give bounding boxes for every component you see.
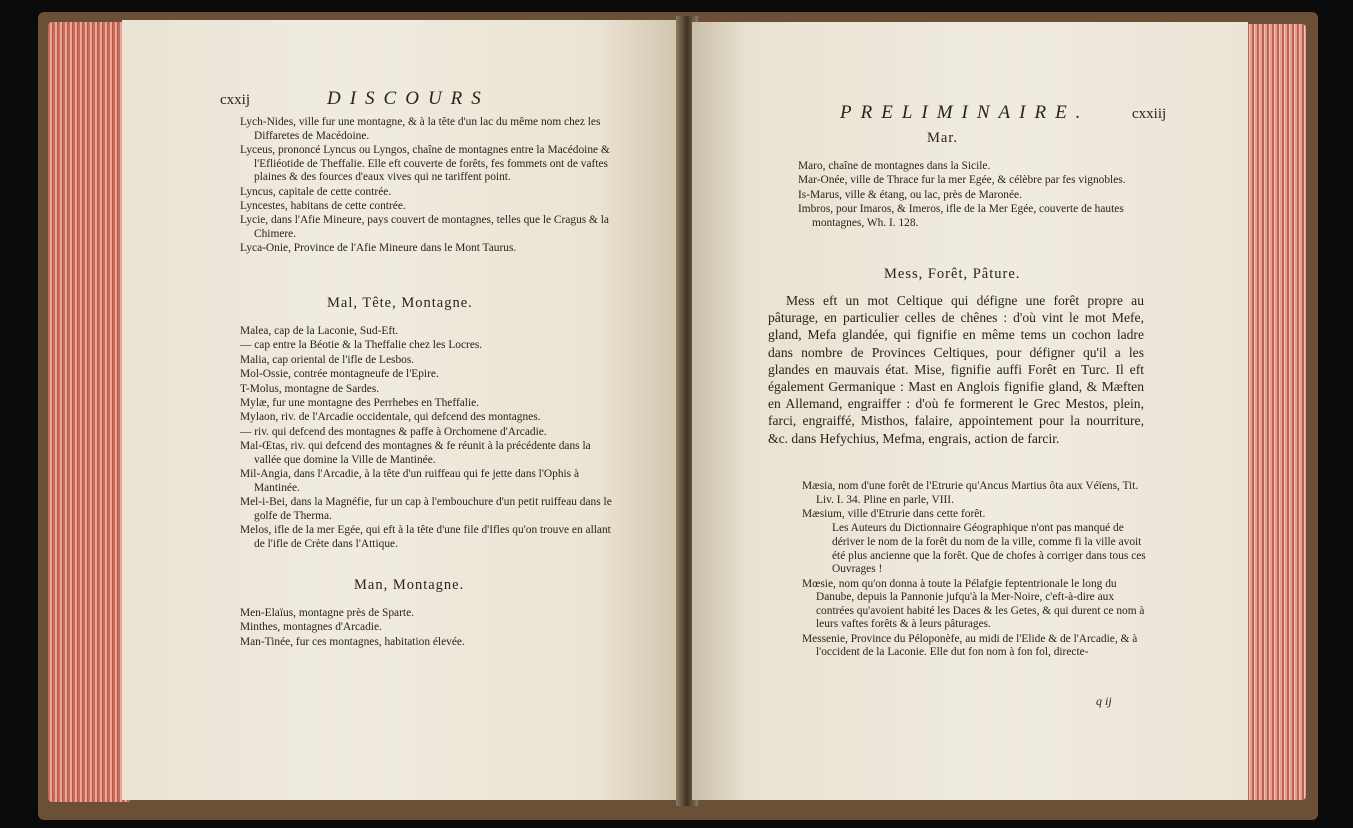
entry: — riv. qui defcend des montagnes & paffe à Orchomene d'Arcadie. bbox=[240, 425, 547, 438]
entry: Mel-i-Bei, dans la Magnéfie, fur un cap à l'embouchure d'un petit ruiffeau dans le golfe de Therma. bbox=[240, 496, 612, 522]
left-entries-man bbox=[240, 607, 620, 650]
entry: Malia, cap oriental de l'ifle de Lesbos. bbox=[240, 353, 415, 366]
note-auteurs: Les Auteurs du Dictionnaire Géographique n'ont pas manqué de dériver le nom de la forêt du nom de la ville, comme fi la ville avoit été plus ancienne que la forêt. Que de chofes à corriger dans tous ces Ouvrages ! bbox=[832, 522, 1146, 576]
left-page-number: cxxij bbox=[220, 92, 250, 108]
right-page-edges bbox=[1240, 24, 1306, 800]
paragraph-text: Mess eft un mot Celtique qui défigne une forêt propre au pâturage, en particulier celles de chênes : d'où vint le mot Mefe, gland, Mefa glandée, qui fignifie en même tems un cochon ladre dans nombre de Provinces Celtiques, pour défigner qu'il a les glandes en mauvais état. Mise, fignifie auffi Forêt en Turc. Il eft également Germanique : Mast en Anglois fignifie gland, & Mæften en Allemand, engraiffer : d'où fe formerent le Grec Mestos, plein, farci, engraiffé, Misthos, falaire, appointement pour la nourriture, &c. dans Hefychius, Mefma, engrais, action de farcir. bbox=[768, 293, 1144, 446]
entry: Imbros, pour Imaros, & Imeros, ifle de la Mer Egée, couverte de hautes montagnes, Wh. I. 128. bbox=[798, 203, 1124, 229]
right-page-number: cxxiij bbox=[1132, 106, 1167, 122]
entry: Maro, chaîne de montagnes dans la Sicile. bbox=[798, 160, 991, 172]
entry: Lych-Nides, ville fur une montagne, & à la tête d'un lac du même nom chez les Diffaretes de Macédoine. bbox=[240, 116, 601, 142]
entry: T-Molus, montagne de Sardes. bbox=[240, 382, 380, 395]
entry: — cap entre la Béotie & la Theffalie chez les Locres. bbox=[240, 339, 483, 352]
left-entries-mal bbox=[240, 325, 620, 552]
entry: Malea, cap de la Laconie, Sud-Eft. bbox=[240, 325, 399, 337]
signature-mark: q ij bbox=[1096, 694, 1112, 708]
entry: Lyca-Onie, Province de l'Afie Mineure dans le Mont Taurus. bbox=[240, 242, 517, 255]
entry: Mol-Ossie, contrée montagneufe de l'Epire. bbox=[240, 368, 439, 381]
entry: Mylaon, riv. de l'Arcadie occidentale, qui defcend des montagnes. bbox=[240, 411, 541, 424]
paragraph-mess bbox=[768, 292, 1144, 447]
entry: Lyncestes, habitans de cette contrée. bbox=[240, 199, 406, 212]
entry: Mæsium, ville d'Etrurie dans cette forêt. bbox=[802, 507, 986, 520]
entry: Mœsie, nom qu'on donna à toute la Pélafgie feptentrionale le long du Danube, depuis la Pannonie jufqu'à la Mer-Noire, c'eft-à-dire aux contrées qu'avoient habité les Daces & les Getes, & qui durent ce nom à leurs vaftes forêts & à leurs pâturages. bbox=[802, 577, 1145, 631]
right-entries-mess bbox=[802, 480, 1148, 661]
left-page-edges bbox=[48, 22, 130, 802]
left-page bbox=[122, 20, 682, 800]
entry: Mylæ, fur une montagne des Perrhebes en Theffalie. bbox=[240, 396, 480, 409]
right-running-title: PRELIMINAIRE. bbox=[840, 102, 1090, 123]
entry: Lyceus, prononcé Lyncus ou Lyngos, chaîne de montagnes entre la Macédoine & l'Efliéotide de Theffalie. Elle eft couverte de forêts, fes fommets ont de vaftes plaines & des fources d'eaux vives qui ne tariffent point. bbox=[240, 143, 610, 184]
entry: Mal-Œtas, riv. qui defcend des montagnes & fe réunit à la précédente dans la vallée que domine la Ville de Mantinée. bbox=[240, 440, 591, 466]
right-entries-mar bbox=[798, 160, 1160, 231]
right-page bbox=[692, 22, 1248, 800]
section-heading-mar: Mar. bbox=[927, 130, 958, 146]
entry: Lyncus, capitale de cette contrée. bbox=[240, 185, 392, 198]
entry: Man-Tinée, fur ces montagnes, habitation élevée. bbox=[240, 635, 465, 648]
left-entries-top bbox=[240, 116, 620, 257]
entry: Lycie, dans l'Afie Mineure, pays couvert de montagnes, telles que le Cragus & la Chimere. bbox=[240, 214, 609, 240]
section-heading-mal: Mal, Tête, Montagne. bbox=[327, 295, 473, 311]
entry: Is-Marus, ville & étang, ou lac, près de Maronée. bbox=[798, 188, 1022, 201]
entry: Men-Elaïus, montagne près de Sparte. bbox=[240, 607, 414, 619]
left-running-title: DISCOURS bbox=[327, 88, 490, 109]
entry: Mæsia, nom d'une forêt de l'Etrurie qu'Ancus Martius ôta aux Véïens, Tit. Liv. I. 34. Pline en parle, VIII. bbox=[802, 480, 1139, 506]
entry: Mar-Onée, ville de Thrace fur la mer Egée, & célèbre par fes vignobles. bbox=[798, 174, 1126, 187]
section-heading-man: Man, Montagne. bbox=[354, 577, 465, 593]
entry: Mil-Angia, dans l'Arcadie, à la tête d'un ruiffeau qui fe jette dans l'Ophis à Mantinée. bbox=[240, 468, 580, 494]
entry: Melos, ifle de la mer Egée, qui eft à la tête d'une file d'Ifles qu'on trouve en allant de l'ifle de Crète dans l'Attique. bbox=[240, 524, 611, 550]
entry: Minthes, montagnes d'Arcadie. bbox=[240, 621, 382, 634]
section-heading-mess: Mess, Forêt, Pâture. bbox=[884, 266, 1021, 282]
entry: Messenie, Province du Péloponèfe, au midi de l'Elide & de l'Arcadie, & à l'occident de la Laconie. Elle dut fon nom à fon fol, directe- bbox=[802, 632, 1138, 659]
